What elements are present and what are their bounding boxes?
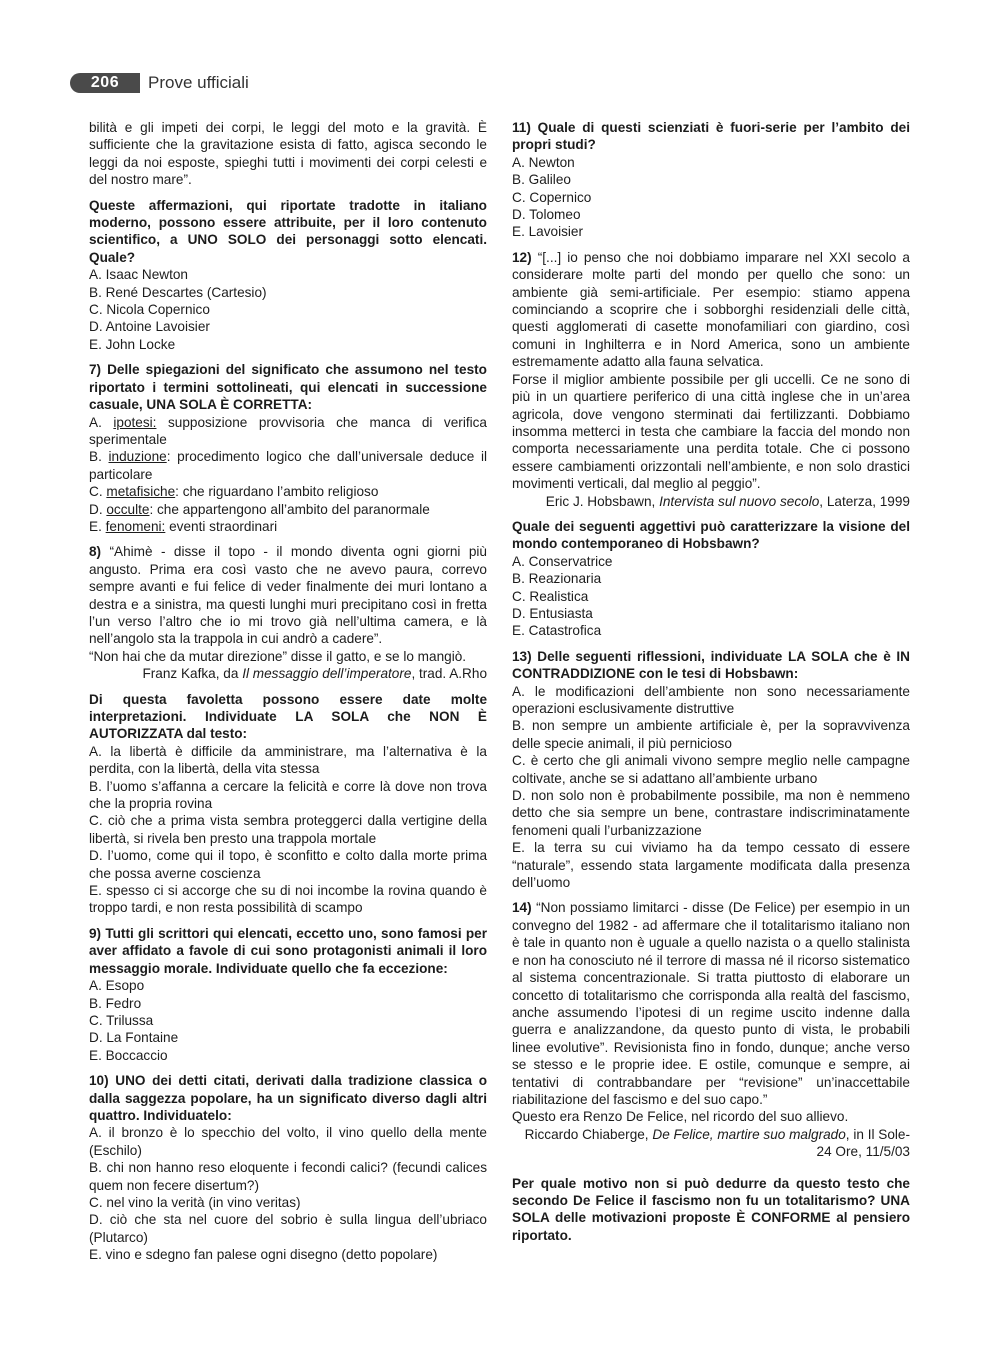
option-b: B. l’uomo s’affanna a cercare la felicità e corre là dove non trova che la propria rovina bbox=[89, 778, 487, 812]
source-extra: , Laterza, 1999 bbox=[819, 493, 910, 509]
passage-source bbox=[89, 665, 487, 682]
question-number: 12) bbox=[512, 249, 532, 265]
option-e: E. John Locke bbox=[89, 336, 176, 352]
option-rest: : che appartengono all’ambito del paranormale bbox=[149, 501, 430, 517]
option-d: D. La Fontaine bbox=[89, 1030, 179, 1046]
option-c: C. Nicola Copernico bbox=[89, 302, 210, 318]
source-extra: , trad. A.Rho bbox=[411, 666, 487, 682]
option-d: D. Entusiasta bbox=[512, 605, 593, 621]
passage-text bbox=[89, 543, 487, 647]
option-e: E. spesso ci si accorge che su di noi incombe la rovina quando è troppo tardi, e non resta possibilità di scampo bbox=[89, 883, 487, 916]
source-author: Riccardo Chiaberge, bbox=[524, 1126, 653, 1142]
option-b: B. Fedro bbox=[89, 995, 142, 1011]
option-a: A. il bronzo è lo specchio del volto, il vino quello della mente (Eschilo) bbox=[89, 1125, 487, 1158]
question-text: 9) Tutti gli scrittori qui elencati, eccetto uno, sono famosi per aver affidato a favole di cui sono protagonisti animali il loro messaggio morale. Individuate quello che fa eccezione: bbox=[89, 925, 487, 976]
section-title: Prove ufficiali bbox=[148, 73, 249, 92]
option-d bbox=[89, 501, 487, 518]
underlined-term: induzione bbox=[108, 449, 167, 465]
question-text: Per quale motivo non si può dedurre da questo testo che secondo De Felice il fascismo non fu un totalitarismo? UNA SOLA delle motivazioni proposte È CONFORME al pensiero riportato. bbox=[512, 1175, 910, 1243]
option-b: B. Reazionaria bbox=[512, 571, 602, 587]
source-title: Intervista sul nuovo secolo bbox=[659, 493, 820, 509]
option-b: B. Galileo bbox=[512, 172, 571, 188]
page-number: 206 bbox=[70, 73, 140, 93]
option-a: A. Newton bbox=[512, 154, 575, 170]
option-a: A. le modificazioni dell’ambiente non sono necessariamente operazioni esclusivamente distruttive bbox=[512, 683, 910, 716]
option-a: A. la libertà è difficile da amministrare, ma l’alternativa è la perdita, con la libertà, della vita stessa bbox=[89, 743, 487, 777]
option-a: A. Conservatrice bbox=[512, 553, 613, 569]
option-e: E. vino e sdegno fan palese ogni disegno (detto popolare) bbox=[89, 1247, 438, 1263]
option-rest: : procedimento logico che dall’universale deduce il particolare bbox=[89, 449, 487, 482]
option-b: B. non sempre un ambiente artificiale è, per la sopravvivenza delle specie animali, il più pernicioso bbox=[512, 718, 910, 751]
option-e: E. Boccaccio bbox=[89, 1047, 168, 1063]
option-c: C. è certo che gli animali vivono sempre meglio nelle campagne coltivate, anche se si adattano all’ambiente urbano bbox=[512, 753, 910, 786]
question-14-prompt bbox=[512, 1175, 910, 1245]
option-letter: D. bbox=[89, 501, 103, 517]
question-13 bbox=[512, 648, 910, 892]
question-text: Quale dei seguenti aggettivi può caratterizzare la visione del mondo contemporaneo di Hobsbawn? bbox=[512, 518, 910, 552]
question-14 bbox=[512, 899, 910, 1160]
question-10 bbox=[89, 1072, 487, 1263]
question-11 bbox=[512, 119, 910, 241]
passage-continuation: Forse il miglior ambiente possibile per gli uccelli. Ce ne sono di più in un quartiere periferico di una città inglese che in un’area agricola, dove vengono sterminati dai fertilizzanti. Dobbiamo insomma metterci in testa che cambiare la faccia del mondo non comporta necessariamente una perdita totale. Che ci possono essere cambiamenti orizzontali nell’ambiente, e non solo drastici movimenti verticali, dal meglio al peggio”. bbox=[512, 371, 910, 492]
question-7 bbox=[89, 361, 487, 535]
source-title: De Felice, martire suo malgrado bbox=[652, 1126, 846, 1142]
option-d: D. Antoine Lavoisier bbox=[89, 319, 210, 335]
option-c: C. Trilussa bbox=[89, 1012, 154, 1028]
option-b: B. chi non hanno reso eloquente i fecondi calici? (fecundi calices quem non fecere disertum?) bbox=[89, 1160, 487, 1193]
passage-body: “Ahimè - disse il topo - il mondo diventa ogni giorni più angusto. Prima era così vasto che ne avevo paura, correvo sempre avanti e fui felice di veder finalmente dei muri lontano a destra e a sinistra, ma questi lunghi muri precipitano così in fretta l’un verso l’altro che io mi trovo già nell’ultima camera, e là nell’angolo sta la trappola in cui andrò a cadere”. bbox=[89, 544, 487, 647]
option-e: E. la terra su cui viviamo ha da tempo cessato di essere “naturale”, essendo stata largamente modificata dalla presenza dell’uomo bbox=[512, 840, 910, 891]
question-8-prompt bbox=[89, 691, 487, 917]
option-c: C. nel vino la verità (in vino veritas) bbox=[89, 1194, 301, 1210]
source-author: Eric J. Hobsbawn, bbox=[545, 493, 660, 509]
option-e: E. Catastrofica bbox=[512, 623, 602, 639]
underlined-term: metafisiche bbox=[106, 484, 176, 500]
source-extra: , in Il Sole-24 Ore, 11/5/03 bbox=[816, 1126, 910, 1160]
option-e: E. Lavoisier bbox=[512, 224, 584, 240]
option-rest: eventi straordinari bbox=[165, 518, 278, 534]
underlined-term: ipotesi: bbox=[113, 414, 157, 430]
question-text: 7) Delle spiegazioni del significato che assumono nel testo riportato i termini sottolineati, qui elencati in successione casuale, UNA SOLA È CORRETTA: bbox=[89, 362, 487, 413]
passage-body: “[...] io penso che noi dobbiamo imparare nel XXI secolo a considerare molte parti del mondo per quello che sono: un ambiente già semi-artificiale. Per esempio: stiamo appena cominciando a scoprire che i sobborghi residenziali delle città, questi agglomerati di casette monofamiliari con giardino, così comuni in Inghilterra e in Nord America, sono un ambiente estremamente adatto alla fauna selvatica. bbox=[512, 249, 910, 370]
question-number: 14) bbox=[512, 900, 532, 916]
question-text: 13) Delle seguenti riflessioni, individuate LA SOLA che è IN CONTRADDIZIONE con le tesi di Hobsbawn: bbox=[512, 648, 910, 682]
option-letter: C. bbox=[89, 484, 103, 500]
option-rest: : che riguardano l’ambito religioso bbox=[175, 484, 379, 500]
passage-continuation: “Non hai che da mutar direzione” disse il gatto, e se lo mangiò. bbox=[89, 648, 467, 664]
question-8 bbox=[89, 543, 487, 682]
passage-continuation: Questo era Renzo De Felice, nel ricordo del suo allievo. bbox=[512, 1109, 849, 1125]
option-e bbox=[89, 518, 487, 535]
source-title: Il messaggio dell’imperatore bbox=[242, 666, 412, 682]
option-letter: A. bbox=[89, 414, 102, 430]
option-d: D. l’uomo, come qui il topo, è sconfitto e colto dalla morte prima che possa averne coscienza bbox=[89, 848, 487, 881]
question-12 bbox=[512, 249, 910, 510]
passage-text bbox=[512, 249, 910, 371]
left-column bbox=[89, 119, 487, 1272]
option-a bbox=[89, 414, 487, 449]
page-header bbox=[70, 72, 249, 94]
question-text: 10) UNO dei detti citati, derivati dalla tradizione classica o dalla saggezza popolare, ha un significato diverso dagli altri quattro. Individuatelo: bbox=[89, 1073, 487, 1123]
passage-source bbox=[512, 493, 910, 510]
option-c: C. ciò che a prima vista sembra proteggerci dalla vertigine della libertà, si rivela ben presto una trappola mortale bbox=[89, 813, 487, 846]
question-9 bbox=[89, 925, 487, 1064]
option-d: D. ciò che sta nel cuore del sobrio è sulla lingua dell’ubriaco (Plutarco) bbox=[89, 1212, 487, 1245]
right-column bbox=[512, 119, 910, 1252]
passage-body: “Non possiamo limitarci - disse (De Felice) per esempio in un convegno del 1982 - ad affermare che il totalitarismo italiano non è tale in quanto non è uguale a quello nazista o a quello stalinista e non ha conosciuto né il terrore di massa né il ricorso sistematico al sistema concentrazionale. Si tratta piuttosto di elaborare un concetto di totalitarismo che corrisponda alla realtà del fascismo, anche assumendo l’ipotesi di un regime uscito indenne dalla guerra e analizzandone, da questo punto di vista, le probabili linee evolutive”. Revisionista fino in fondo, dunque; anche verso se stesso e le proprie idee. E ostile, comunque e sempre, ai tentativi di contrabbandare per “revisione” un’inaccettabile riabilitazione del fascismo e del suo capo.” bbox=[512, 900, 910, 1107]
option-d: D. Tolomeo bbox=[512, 207, 581, 223]
question-6 bbox=[89, 197, 487, 354]
option-rest: supposizione provvisoria che manca di verifica sperimentale bbox=[89, 414, 487, 447]
option-a: A. Esopo bbox=[89, 978, 145, 994]
underlined-term: occulte bbox=[106, 501, 150, 517]
source-author: Franz Kafka, da bbox=[142, 666, 243, 682]
option-letter: B. bbox=[89, 449, 102, 465]
option-a: A. Isaac Newton bbox=[89, 267, 188, 283]
passage-text bbox=[512, 899, 910, 1108]
question-12-prompt bbox=[512, 518, 910, 640]
passage-source bbox=[512, 1126, 910, 1161]
option-letter: E. bbox=[89, 518, 102, 534]
question-text: 11) Quale di questi scienziati è fuori-serie per l’ambito dei propri studi? bbox=[512, 120, 910, 153]
underlined-term: fenomeni: bbox=[105, 518, 166, 534]
question-text: Queste affermazioni, qui riportate tradotte in italiano moderno, possono essere attribuite, per il loro contenuto scientifico, a UNO SOLO dei personaggi sotto elencati. Quale? bbox=[89, 197, 487, 265]
intro-text: bilità e gli impeti dei corpi, le leggi del moto e la gravità. È sufficiente che la gravitazione esista di fatto, agisca secondo le leggi da noi esposte, spieghi tutti i movimenti dei corpi celesti e del nostro mare”. bbox=[89, 120, 487, 188]
option-c bbox=[89, 483, 487, 500]
question-number: 8) bbox=[89, 544, 102, 560]
question-text: Di questa favoletta possono essere date molte interpretazioni. Individuate LA SOLA che NON È AUTORIZZATA dal testo: bbox=[89, 691, 487, 742]
option-b: B. René Descartes (Cartesio) bbox=[89, 284, 267, 300]
option-d: D. non solo non è probabilmente possibile, ma non è nemmeno detto che sia sempre un bene, contrastare indiscriminatamente fenomeni quali l’urbanizzazione bbox=[512, 788, 910, 838]
option-c: C. Copernico bbox=[512, 189, 592, 205]
option-b bbox=[89, 448, 487, 483]
option-c: C. Realistica bbox=[512, 588, 589, 604]
